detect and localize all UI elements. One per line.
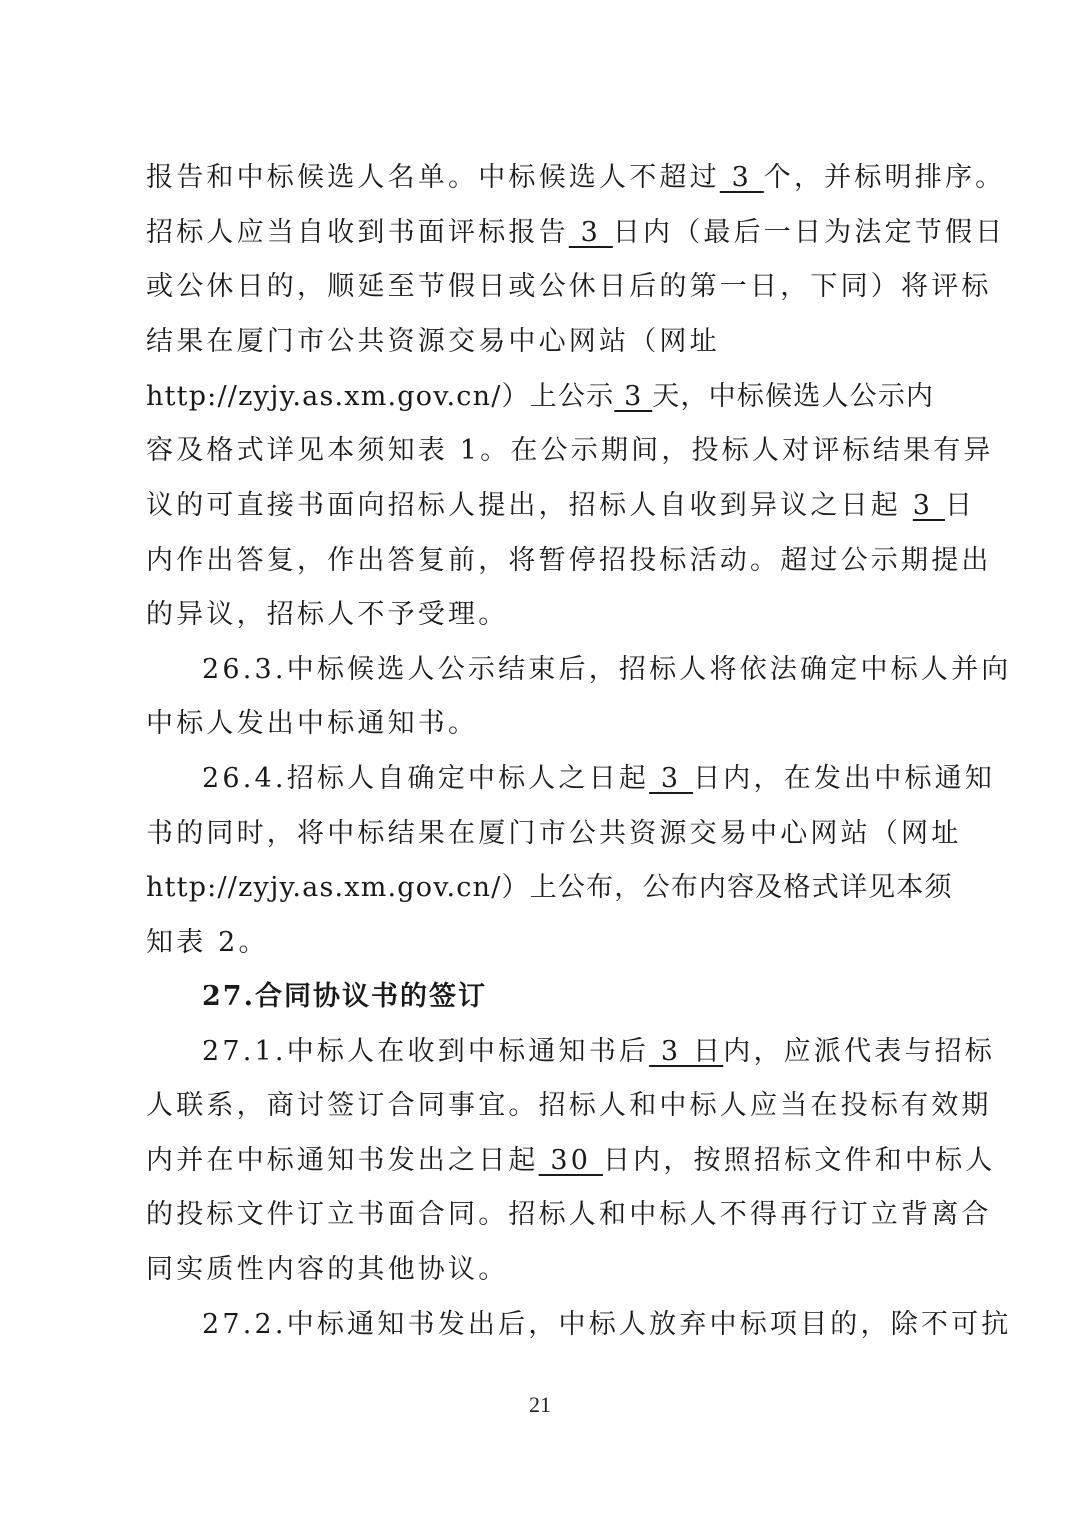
text-line: http://zyjy.as.xm.gov.cn/）上公布，公布内容及格式详见本须 xyxy=(146,872,953,903)
text-line: 27.2.中标通知书发出后，中标人放弃中标项目的，除不可抗 xyxy=(202,1309,1012,1340)
text-segment: 报告和中标候选人名单。中标候选人不超过 xyxy=(146,162,720,193)
text-line xyxy=(146,213,1006,253)
text-line: 的投标文件订立书面合同。招标人和中标人不得再行订立背离合 xyxy=(146,1199,992,1230)
text-segment: 日 xyxy=(944,490,976,521)
text-line: 同实质性内容的其他协议。 xyxy=(146,1254,509,1285)
text-line: 人联系，商讨签订合同事宜。招标人和中标人应当在投标有效期 xyxy=(146,1090,992,1121)
blank-value: 30 xyxy=(538,1145,603,1176)
text-segment: 日内，按照招标文件和中标人 xyxy=(602,1145,996,1176)
text-segment: 27.1.中标人在收到中标通知书后 xyxy=(202,1036,650,1067)
text-segment: 招标人应当自收到书面评标报告 xyxy=(146,217,569,248)
text-line xyxy=(202,759,1022,799)
text-line xyxy=(146,377,966,417)
blank-value: 3 xyxy=(649,763,694,794)
text-line xyxy=(202,1032,1022,1072)
text-line: 容及格式详见本须知表 1。在公示期间，投标人对评标结果有异 xyxy=(146,435,994,466)
blank-value: 3 xyxy=(614,381,653,412)
text-line: 或公休日的，顺延至节假日或公休日后的第一日，下同）将评标 xyxy=(146,271,992,302)
text-segment: 日内，在发出中标通知 xyxy=(693,763,996,794)
text-segment: 内，应派代表与招标 xyxy=(723,1036,996,1067)
page-number: 21 xyxy=(529,1392,551,1417)
text-line: 知表 2。 xyxy=(146,927,269,958)
text-segment: http://zyjy.as.xm.gov.cn/）上公示 xyxy=(146,381,615,412)
text-line xyxy=(146,158,1006,198)
blank-value: 3 xyxy=(568,217,613,248)
text-segment: 个，并标明排序。 xyxy=(763,162,1006,193)
section-heading: 27.合同协议书的签订 xyxy=(202,981,487,1012)
text-segment: 议的可直接书面向招标人提出，招标人自收到异议之日起 xyxy=(146,490,913,521)
text-line xyxy=(146,1141,996,1181)
text-line: 结果在厦门市公共资源交易中心网站（网址 xyxy=(146,326,720,357)
text-segment: 26.4.招标人自确定中标人之日起 xyxy=(202,763,650,794)
text-line: 中标人发出中标通知书。 xyxy=(146,708,479,739)
text-segment: 日内（最后一日为法定节假日 xyxy=(612,217,1006,248)
text-line: 的异议，招标人不予受理。 xyxy=(146,599,509,630)
text-line: 书的同时，将中标结果在厦门市公共资源交易中心网站（网址 xyxy=(146,818,962,849)
blank-value: 3 日 xyxy=(649,1036,724,1067)
text-segment: 内并在中标通知书发出之日起 xyxy=(146,1145,539,1176)
text-line xyxy=(146,486,976,526)
text-line: 26.3.中标候选人公示结束后，招标人将依法确定中标人并向 xyxy=(202,654,1012,685)
text-line: 内作出答复，作出答复前，将暂停招投标活动。超过公示期提出 xyxy=(146,545,992,576)
blank-value: 3 xyxy=(719,162,764,193)
blank-value: 3 xyxy=(912,490,945,521)
text-segment: 天，中标候选人公示内 xyxy=(652,381,935,412)
